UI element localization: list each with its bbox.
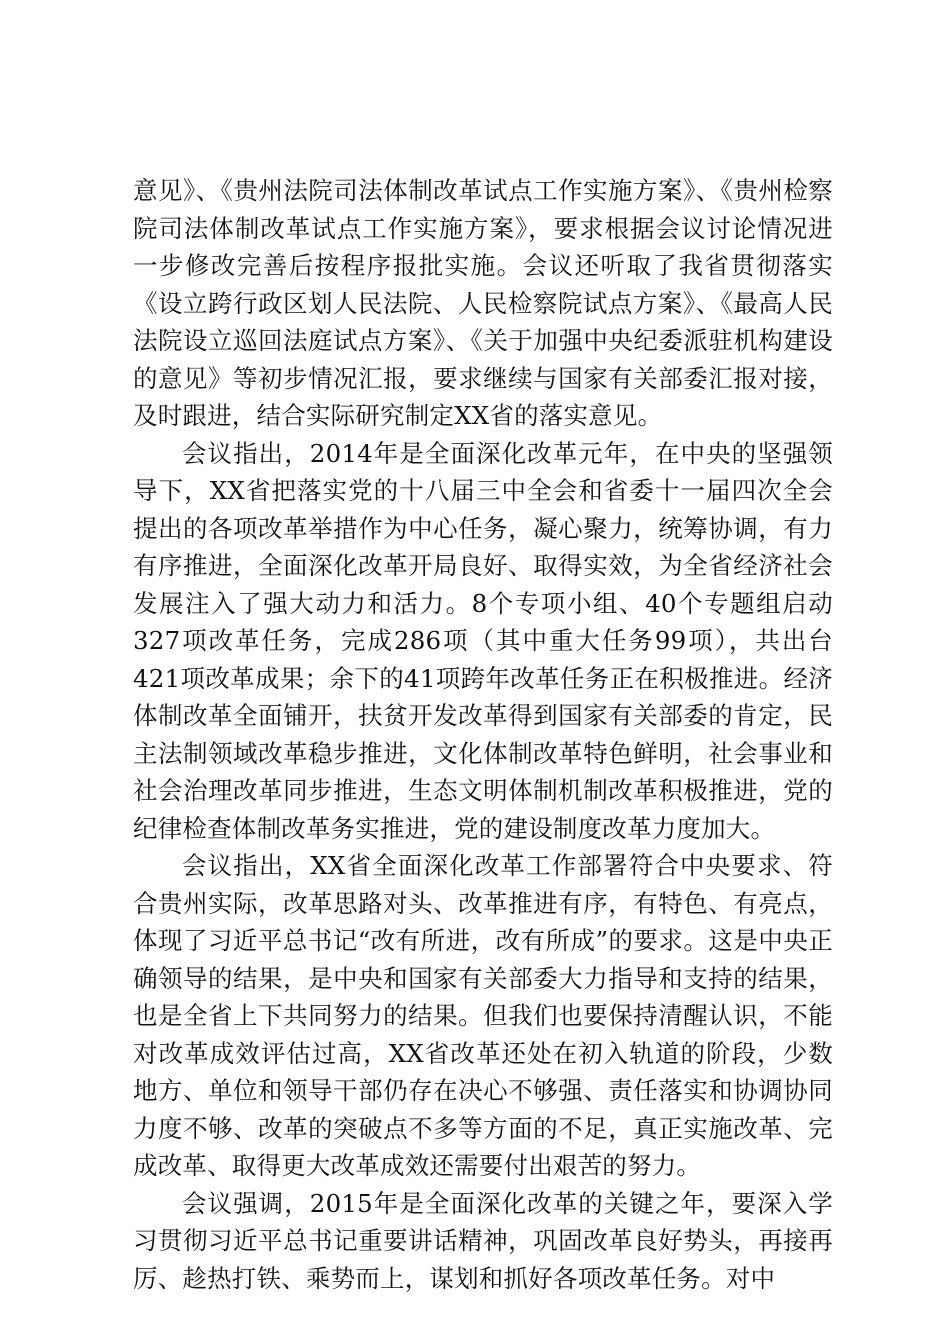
paragraph-assessment: 会议指出，XX省全面深化改革工作部署符合中央要求、符合贵州实际，改革思路对头、改革推进有序，有特色、有亮点，体现了习近平总书记“改有所进，改有所成”的要求。这是中央正确领导的结果，是中央和国家有关部委大力指导和支持的结果，也是全省上下共同努力的结果。但我们也要保持清醒认识，不能对改革成效评估过高，XX省改革还处在初入轨道的阶段，少数地方、单位和领导干部仍存在决心不够强、责任落实和协调协同力度不够、改革的突破点不多等方面的不足，真正实施改革、完成改革、取得更大改革成效还需要付出艰苦的努力。 bbox=[133, 851, 833, 1180]
document-body bbox=[133, 172, 833, 1297]
paragraph-continuation: 意见》、《贵州法院司法体制改革试点工作实施方案》、《贵州检察院司法体制改革试点工作实施方案》，要求根据会议讨论情况进一步修改完善后按程序报批实施。会议还听取了我省贯彻落实《设立跨行政区划人民法院、人民检察院试点方案》、《最高人民法院设立巡回法庭试点方案》、《关于加强中央纪委派驻机构建设的意见》等初步情况汇报，要求继续与国家有关部委汇报对接，及时跟进，结合实际研究制定XX省的落实意见。 bbox=[133, 176, 833, 430]
paragraph-2015-emphasis: 会议强调，2015年是全面深化改革的关键之年，要深入学习贯彻习近平总书记重要讲话精神，巩固改革良好势头，再接再厉、趁热打铁、乘势而上，谋划和抓好各项改革任务。对中 bbox=[133, 1188, 833, 1293]
paragraph-2014-review: 会议指出，2014年是全面深化改革元年，在中央的坚强领导下，XX省把落实党的十八届三中全会和省委十一届四次全会提出的各项改革举措作为中心任务，凝心聚力，统筹协调，有力有序推进，全面深化改革开局良好、取得实效，为全省经济社会发展注入了强大动力和活力。8个专项小组、40个专题组启动327项改革任务，完成286项（其中重大任务99项），共出台421项改革成果；余下的41项跨年改革任务正在积极推进。经济体制改革全面铺开，扶贫开发改革得到国家有关部委的肯定，民主法制领域改革稳步推进，文化体制改革特色鲜明，社会事业和社会治理改革同步推进，生态文明体制机制改革积极推进，党的纪律检查体制改革务实推进，党的建设制度改革力度加大。 bbox=[133, 438, 833, 843]
